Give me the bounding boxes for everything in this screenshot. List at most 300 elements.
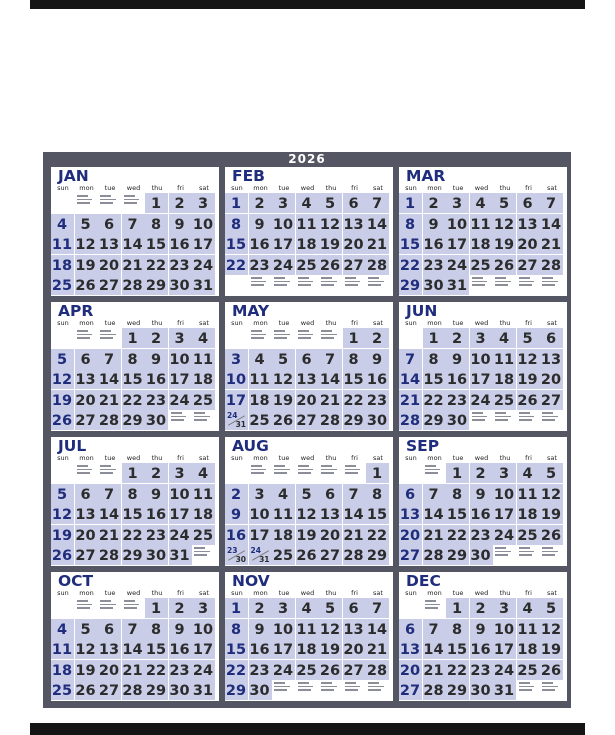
weekday-label: sun xyxy=(405,319,417,327)
note-text xyxy=(321,465,340,476)
day-cell xyxy=(296,660,319,680)
day-cell xyxy=(296,369,319,389)
day-cell xyxy=(272,660,295,680)
day-number: 1 xyxy=(404,196,416,212)
day-cell xyxy=(75,369,98,389)
day-cell xyxy=(169,349,192,369)
weekday-label: mon xyxy=(427,589,442,597)
day-cell xyxy=(343,619,366,639)
note-text xyxy=(298,277,317,288)
day-cell xyxy=(98,484,121,504)
day-cell xyxy=(399,349,422,369)
weekday-label: sun xyxy=(231,319,243,327)
weekday-label: mon xyxy=(79,184,94,192)
day-number: 4 xyxy=(197,466,209,482)
weekday-label: mon xyxy=(427,319,442,327)
month-name: MAY xyxy=(232,302,270,320)
day-cell xyxy=(272,390,295,410)
day-number: 14 xyxy=(122,642,143,658)
blank-cell xyxy=(51,598,74,618)
day-cell xyxy=(75,234,98,254)
day-cell xyxy=(319,525,342,545)
blank-cell xyxy=(98,598,121,618)
month-jul xyxy=(51,437,219,566)
weekday-label: sat xyxy=(199,589,209,597)
weekday-label: wed xyxy=(126,454,141,462)
day-cell xyxy=(122,410,145,430)
day-cell xyxy=(296,598,319,618)
day-number: 16 xyxy=(169,237,190,253)
day-number: 9 xyxy=(371,351,383,368)
day-cell xyxy=(366,619,389,639)
day-number: 4 xyxy=(475,196,486,212)
day-cell xyxy=(517,598,540,618)
day-cell xyxy=(319,255,342,275)
blank-cell xyxy=(540,275,563,295)
day-number: 24 xyxy=(493,527,515,544)
day-number: 7 xyxy=(103,351,115,368)
day-cell xyxy=(98,349,121,369)
blank-cell xyxy=(399,328,422,348)
day-cell xyxy=(51,275,74,295)
blank-cell xyxy=(51,193,74,213)
day-cell xyxy=(399,255,422,275)
day-number: 9 xyxy=(451,351,463,368)
day-number: 4 xyxy=(277,486,289,503)
day-cell xyxy=(446,328,469,348)
day-number: 29 xyxy=(145,683,167,699)
day-cell xyxy=(517,369,540,389)
day-cell xyxy=(192,619,215,639)
day-number: 18 xyxy=(51,257,73,274)
day-number: 27 xyxy=(399,548,421,564)
day-cell xyxy=(493,598,516,618)
day-cell xyxy=(122,680,145,700)
day-cell xyxy=(399,545,422,565)
day-number: 4 xyxy=(56,216,68,233)
day-number: 8 xyxy=(230,621,242,638)
day-number: 6 xyxy=(404,621,416,638)
day-cell xyxy=(540,369,563,389)
day-number: 22 xyxy=(122,392,143,409)
note-text xyxy=(77,465,96,476)
blank-cell xyxy=(493,275,516,295)
day-number: 29 xyxy=(446,548,468,564)
day-cell xyxy=(517,390,540,410)
note-text xyxy=(298,682,317,693)
weekday-label: sat xyxy=(547,184,557,192)
month-jan xyxy=(51,167,219,296)
weekday-header xyxy=(51,589,219,597)
day-number: 4 xyxy=(197,331,209,347)
day-cell xyxy=(272,484,295,504)
day-number: 12 xyxy=(540,621,562,638)
day-number: 12 xyxy=(75,642,96,658)
day-number: 10 xyxy=(169,486,190,503)
day-cell xyxy=(75,504,98,524)
weekday-label: mon xyxy=(79,589,94,597)
day-cell xyxy=(169,255,192,275)
day-number: 12 xyxy=(51,507,73,523)
day-number: 11 xyxy=(272,507,294,523)
weekday-label: fri xyxy=(351,454,358,462)
blank-cell xyxy=(51,328,74,348)
blank-cell xyxy=(517,680,540,700)
day-number: 13 xyxy=(98,237,120,253)
day-cell xyxy=(249,639,272,659)
day-cell xyxy=(98,680,121,700)
day-cell xyxy=(366,484,389,504)
month-name: SEP xyxy=(406,437,440,455)
day-number: 26 xyxy=(75,278,96,294)
day-cell xyxy=(249,234,272,254)
day-cell xyxy=(540,390,563,410)
day-cell xyxy=(493,619,516,639)
blank-cell xyxy=(343,680,366,700)
day-number: 28 xyxy=(423,548,444,564)
day-number: 16 xyxy=(249,642,270,658)
day-cell xyxy=(145,484,168,504)
day-cell xyxy=(423,255,446,275)
day-number: 1 xyxy=(451,466,463,482)
weekday-label: fri xyxy=(525,454,532,462)
note-text xyxy=(321,277,340,288)
day-cell xyxy=(343,390,366,410)
day-cell xyxy=(540,525,563,545)
day-number: 28 xyxy=(343,548,364,564)
blank-cell xyxy=(319,275,342,295)
day-cell xyxy=(98,255,121,275)
day-number: 20 xyxy=(75,527,96,544)
day-cell xyxy=(493,328,516,348)
day-cell xyxy=(296,504,319,524)
day-number: 31 xyxy=(493,683,515,699)
day-cell xyxy=(192,193,215,213)
day-cell xyxy=(446,369,469,389)
day-number: 14 xyxy=(122,237,143,253)
day-number: 5 xyxy=(324,196,336,212)
day-cell xyxy=(470,598,493,618)
day-cell xyxy=(98,619,121,639)
day-number: 15 xyxy=(366,507,388,523)
blank-cell xyxy=(51,463,74,483)
day-number: 13 xyxy=(296,372,317,388)
day-number: 8 xyxy=(404,216,416,233)
day-cell xyxy=(98,234,121,254)
day-number: 21 xyxy=(122,257,143,274)
day-number: 1 xyxy=(371,466,383,482)
note-text xyxy=(321,682,340,693)
day-cell xyxy=(249,214,272,234)
day-number: 1 xyxy=(428,331,439,347)
day-cell xyxy=(75,545,98,565)
day-cell xyxy=(319,349,342,369)
day-cell xyxy=(296,639,319,659)
day-cell xyxy=(493,680,516,700)
weekday-label: tue xyxy=(452,319,464,327)
day-number: 9 xyxy=(174,216,185,233)
day-cell xyxy=(446,619,469,639)
blank-cell xyxy=(399,463,422,483)
day-number: 29 xyxy=(122,413,143,429)
blank-cell xyxy=(249,328,272,348)
day-cell xyxy=(540,598,563,618)
day-number: 3 xyxy=(277,196,289,212)
day-cell xyxy=(399,234,422,254)
day-cell xyxy=(249,598,272,618)
day-number: 21 xyxy=(122,662,143,679)
day-cell xyxy=(366,545,389,565)
month-name: JUL xyxy=(58,437,87,455)
weekday-label: wed xyxy=(300,319,315,327)
day-number: 26 xyxy=(540,662,562,679)
day-cell xyxy=(249,369,272,389)
month-sep xyxy=(399,437,567,566)
day-cell xyxy=(75,214,98,234)
day-number: 1 xyxy=(230,601,242,617)
day-cell xyxy=(51,504,74,524)
day-cell xyxy=(399,275,422,295)
note-text xyxy=(519,547,538,558)
month-apr xyxy=(51,302,219,431)
day-cell xyxy=(517,484,540,504)
day-cell xyxy=(319,193,342,213)
day-cell xyxy=(272,349,295,369)
month-may xyxy=(225,302,393,431)
day-number: 28 xyxy=(122,278,143,294)
day-cell xyxy=(225,680,248,700)
day-number: 8 xyxy=(150,621,162,638)
day-cell xyxy=(423,328,446,348)
blank-cell xyxy=(98,328,121,348)
day-cell xyxy=(366,504,389,524)
day-cell xyxy=(225,214,248,234)
day-cell xyxy=(272,598,295,618)
day-number: 30 xyxy=(446,413,468,429)
blank-cell xyxy=(517,410,540,430)
day-number: 5 xyxy=(80,621,91,638)
note-text xyxy=(472,277,491,288)
day-number: 8 xyxy=(150,216,162,233)
day-cell xyxy=(192,369,215,389)
day-number: 24 xyxy=(272,662,294,679)
day-number: 28 xyxy=(366,257,388,274)
day-cell xyxy=(192,525,215,545)
day-cell xyxy=(540,349,563,369)
day-number: 11 xyxy=(192,486,214,503)
month-name: FEB xyxy=(232,167,265,185)
day-cell xyxy=(319,214,342,234)
weekday-label: mon xyxy=(253,319,268,327)
blank-cell xyxy=(75,193,98,213)
day-cell xyxy=(319,639,342,659)
day-number: 10 xyxy=(192,216,214,233)
day-cell xyxy=(225,193,248,213)
day-cell xyxy=(249,484,272,504)
day-number: 10 xyxy=(446,216,468,233)
weekday-label: sat xyxy=(199,319,209,327)
day-number: 10 xyxy=(169,351,190,368)
day-number: 26 xyxy=(51,413,73,429)
day-cell xyxy=(51,234,74,254)
month-name: JUN xyxy=(406,302,438,320)
day-number: 18 xyxy=(517,642,538,658)
day-number: 10 xyxy=(493,621,515,638)
day-cell xyxy=(423,619,446,639)
split-day: 24 31 xyxy=(250,546,270,564)
blank-cell xyxy=(192,545,215,565)
month-name: APR xyxy=(58,302,94,320)
weekday-header xyxy=(51,319,219,327)
day-number: 23 xyxy=(249,257,270,274)
day-cell xyxy=(272,369,295,389)
split-day: 24 31 xyxy=(227,411,246,429)
day-cell xyxy=(272,255,295,275)
blank-cell xyxy=(343,275,366,295)
day-cell xyxy=(319,390,342,410)
day-number: 11 xyxy=(517,621,538,638)
weekday-label: thu xyxy=(151,589,163,597)
day-number: 12 xyxy=(51,372,73,388)
day-number: 20 xyxy=(343,237,364,253)
weekday-label: sun xyxy=(405,454,417,462)
day-cell xyxy=(446,275,469,295)
day-number: 6 xyxy=(80,486,91,503)
day-number: 11 xyxy=(249,372,270,388)
day-cell xyxy=(470,328,493,348)
day-number: 15 xyxy=(399,237,421,253)
day-cell xyxy=(446,639,469,659)
day-cell xyxy=(225,484,248,504)
day-number: 5 xyxy=(56,351,68,368)
day-cell xyxy=(446,255,469,275)
note-text xyxy=(77,330,96,341)
day-cell xyxy=(98,525,121,545)
day-cell xyxy=(145,680,168,700)
day-number: 25 xyxy=(470,257,491,274)
day-cell xyxy=(446,234,469,254)
day-number: 14 xyxy=(399,372,421,388)
day-cell xyxy=(423,504,446,524)
day-cell xyxy=(75,390,98,410)
weekday-label: fri xyxy=(177,184,184,192)
day-number: 11 xyxy=(192,351,214,368)
day-number: 7 xyxy=(428,621,439,638)
weekday-header xyxy=(225,319,393,327)
day-number: 8 xyxy=(348,351,359,368)
day-number: 15 xyxy=(446,507,468,523)
day-number: 4 xyxy=(301,196,312,212)
day-number: 3 xyxy=(277,601,289,617)
day-number: 5 xyxy=(56,486,68,503)
weekday-label: sun xyxy=(231,454,243,462)
day-cell xyxy=(343,504,366,524)
day-number: 13 xyxy=(75,507,96,523)
day-cell xyxy=(98,660,121,680)
month-nov xyxy=(225,572,393,701)
day-number: 2 xyxy=(174,601,185,617)
day-cell xyxy=(470,234,493,254)
day-cell xyxy=(517,619,540,639)
blank-cell xyxy=(423,463,446,483)
day-cell xyxy=(399,484,422,504)
day-number: 14 xyxy=(98,372,120,388)
blank-cell xyxy=(493,410,516,430)
day-cell xyxy=(470,349,493,369)
day-cell xyxy=(540,255,563,275)
weekday-label: mon xyxy=(253,184,268,192)
day-cell xyxy=(423,349,446,369)
day-cell xyxy=(540,193,563,213)
day-number: 7 xyxy=(404,351,416,368)
day-cell xyxy=(493,639,516,659)
day-number: 8 xyxy=(230,216,242,233)
day-number: 6 xyxy=(348,196,359,212)
weekday-header xyxy=(225,589,393,597)
day-number: 12 xyxy=(272,372,294,388)
day-cell xyxy=(169,214,192,234)
day-number: 3 xyxy=(197,601,209,617)
day-cell xyxy=(319,234,342,254)
day-number: 10 xyxy=(493,486,515,503)
day-number: 7 xyxy=(371,196,383,212)
day-cell xyxy=(75,660,98,680)
day-cell xyxy=(225,410,248,430)
weekday-label: wed xyxy=(126,184,141,192)
day-cell xyxy=(470,255,493,275)
day-number: 2 xyxy=(174,196,185,212)
day-cell xyxy=(169,660,192,680)
weekday-label: tue xyxy=(104,589,116,597)
day-number: 3 xyxy=(230,351,242,368)
note-text xyxy=(100,600,119,611)
day-cell xyxy=(169,234,192,254)
day-cell xyxy=(51,369,74,389)
day-cell xyxy=(192,275,215,295)
note-text xyxy=(274,330,293,341)
day-cell xyxy=(122,369,145,389)
day-cell xyxy=(470,639,493,659)
day-number: 7 xyxy=(324,351,336,368)
blank-cell xyxy=(319,328,342,348)
day-number: 3 xyxy=(451,196,463,212)
weekday-label: wed xyxy=(126,319,141,327)
day-number: 16 xyxy=(169,642,190,658)
day-cell xyxy=(225,619,248,639)
day-number: 2 xyxy=(254,196,265,212)
weekday-label: fri xyxy=(177,589,184,597)
day-cell xyxy=(272,234,295,254)
day-cell xyxy=(98,390,121,410)
day-cell xyxy=(145,545,168,565)
day-cell xyxy=(98,369,121,389)
day-number: 31 xyxy=(192,278,214,294)
day-number: 13 xyxy=(98,642,120,658)
day-number: 7 xyxy=(371,601,383,617)
day-cell xyxy=(272,639,295,659)
day-number: 4 xyxy=(254,351,265,368)
day-number: 21 xyxy=(423,527,444,544)
blank-cell xyxy=(517,275,540,295)
day-number: 2 xyxy=(475,601,486,617)
day-number: 16 xyxy=(423,237,444,253)
day-number: 4 xyxy=(522,601,533,617)
blank-cell xyxy=(470,275,493,295)
day-number: 17 xyxy=(272,642,294,658)
day-cell xyxy=(296,484,319,504)
day-cell xyxy=(470,680,493,700)
day-number: 29 xyxy=(366,548,388,564)
